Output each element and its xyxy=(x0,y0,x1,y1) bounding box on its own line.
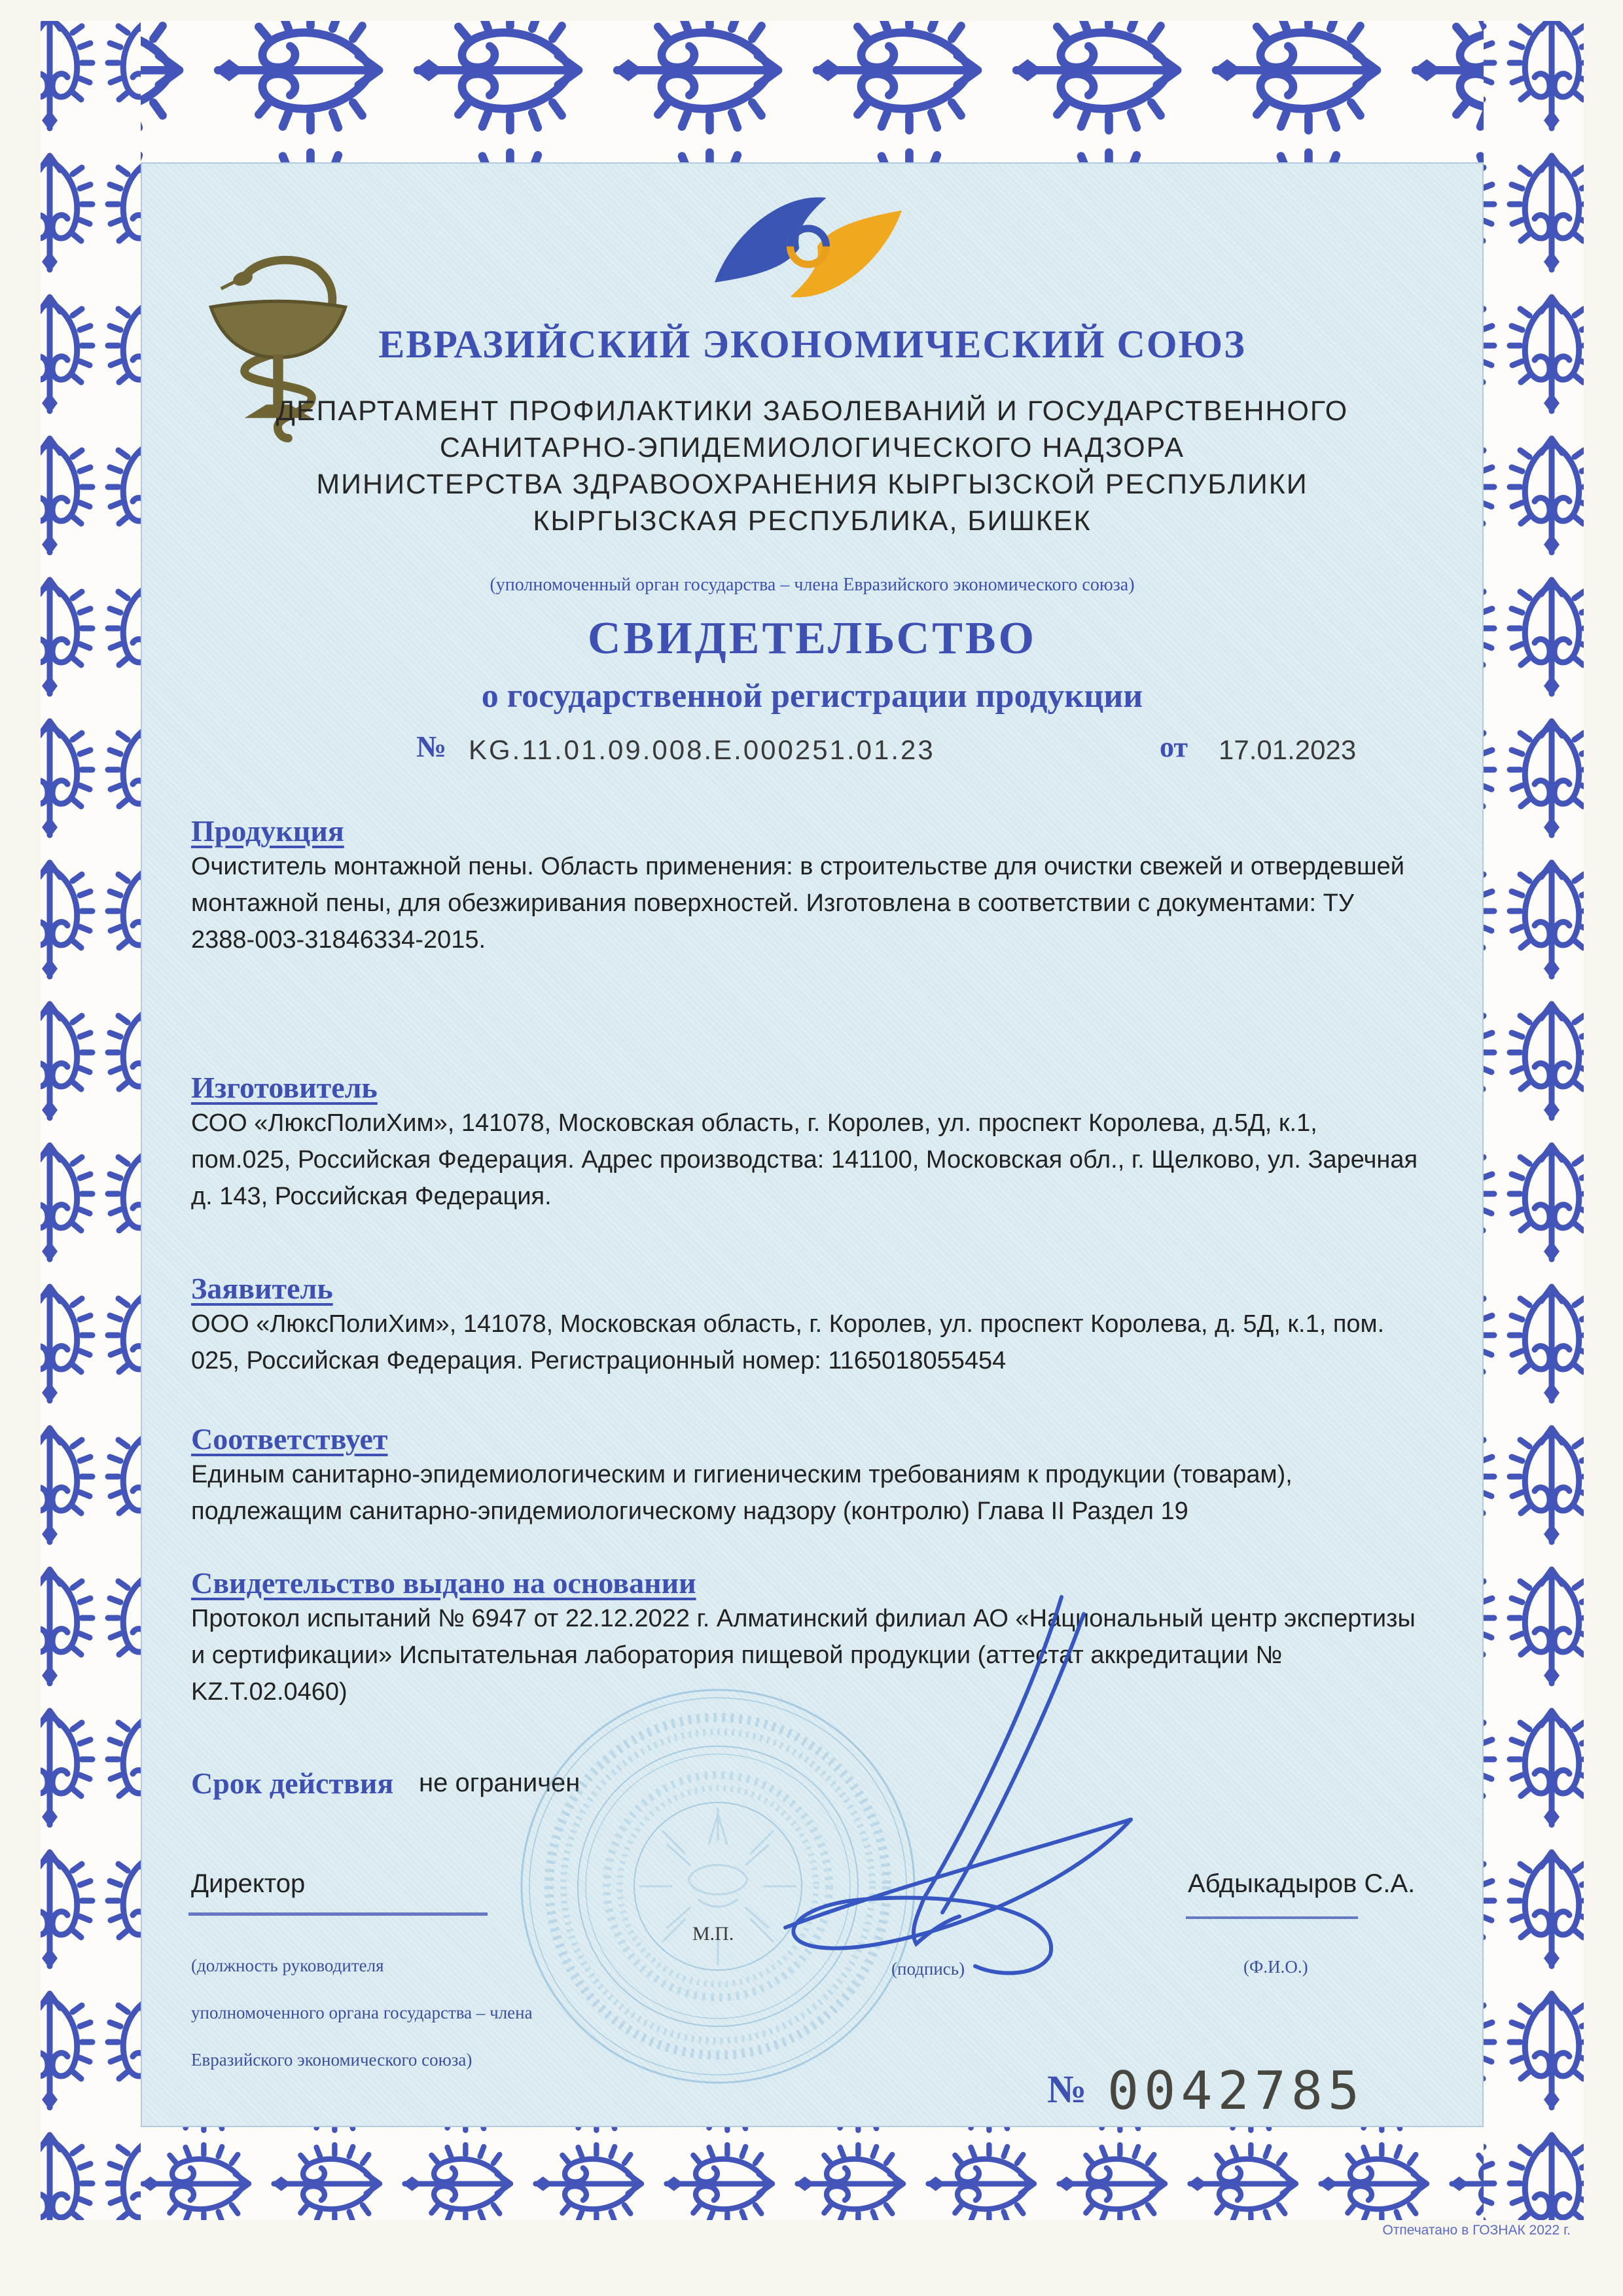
section-heading-applicant: Заявитель xyxy=(191,1272,333,1305)
handwritten-signature xyxy=(694,1590,1165,1983)
department-line: МИНИСТЕРСТВА ЗДРАВООХРАНЕНИЯ КЫРГЫЗСКОЙ РЕСПУБЛИКИ xyxy=(316,469,1308,500)
position-caption-line: уполномоченного органа государства – члена xyxy=(191,2003,533,2022)
name-caption: (Ф.И.О.) xyxy=(1243,1957,1308,1977)
section-body-manufacturer: СОО «ЛюксПолиХим», 141078, Московская область, г. Королев, ул. проспект Королева, д.5Д, к.1, пом.025, Российская Федерация. Адрес производства: 141100, Московская обл., г. Щелково, ул. Заречная д. 143, Российская Федерация. xyxy=(191,1109,1418,1210)
signer-name: Абдыкадыров С.А. xyxy=(1188,1869,1416,1898)
signature-caption: (подпись) xyxy=(891,1959,965,1979)
authorized-body-note: (уполномоченный орган государства – члена Евразийского экономического союза) xyxy=(490,575,1135,595)
section-body-complies: Единым санитарно-эпидемиологическим и гигиеническим требованиям к продукции (товарам), подлежащим санитарно-эпидемиологическому надзору (контролю) Глава II Раздел 19 xyxy=(191,1461,1293,1525)
section-body-basis: Протокол испытаний № 6947 от 22.12.2022 г. Алматинский филиал АО «Национальный центр экспертизы и сертификации» Испытательная лаборатория пищевой продукции (аттестат аккредитации № KZ.T.02.0460) xyxy=(191,1605,1416,1706)
position-caption-line: (должность руководителя xyxy=(191,1956,384,1975)
eaeu-swoosh-emblem-icon xyxy=(694,178,923,322)
number-sign: № xyxy=(416,730,447,763)
seal-place-mark: М.П. xyxy=(692,1923,734,1945)
department-line: КЫРГЫЗСКАЯ РЕСПУБЛИКА, БИШКЕК xyxy=(533,505,1092,537)
document-title: СВИДЕТЕЛЬСТВО xyxy=(587,613,1037,664)
validity-label: Срок действия xyxy=(191,1767,394,1800)
signer-position: Директор xyxy=(191,1869,306,1898)
validity-value: не ограничен xyxy=(419,1768,580,1797)
position-underline xyxy=(188,1912,488,1916)
position-caption-line: Евразийского экономического союза) xyxy=(191,2050,473,2070)
date-label: от xyxy=(1160,731,1188,763)
serial-number: 0042785 xyxy=(1107,2060,1365,2121)
section-heading-manufacturer: Изготовитель xyxy=(191,1071,378,1104)
department-line: САНИТАРНО-ЭПИДЕМИОЛОГИЧЕСКОГО НАДЗОРА xyxy=(439,432,1185,463)
section-body-product: Очиститель монтажной пены. Область применения: в строительстве для очистки свежей и отвердевшей монтажной пены, для обезжиривания поверхностей. Изготовлена в соответствии с документами: ТУ 2388-003-31846334-2015. xyxy=(191,853,1405,954)
printer-note: Отпечатано в ГОЗНАК 2022 г. xyxy=(1382,2223,1571,2238)
section-heading-basis: Свидетельство выдано на основании xyxy=(191,1566,696,1600)
certificate-date: 17.01.2023 xyxy=(1219,734,1357,765)
union-title: ЕВРАЗИЙСКИЙ ЭКОНОМИЧЕСКИЙ СОЮЗ xyxy=(378,323,1246,366)
serial-number-sign: № xyxy=(1047,2068,1087,2111)
certificate-number: KG.11.01.09.008.E.000251.01.23 xyxy=(469,734,935,765)
section-heading-product: Продукция xyxy=(191,814,344,848)
section-body-applicant: ООО «ЛюксПолиХим», 141078, Московская область, г. Королев, ул. проспект Королева, д. 5Д, к.1, пом. 025, Российская Федерация. Регистрационный номер: 1165018055454 xyxy=(191,1310,1385,1374)
document-subtitle: о государственной регистрации продукции xyxy=(481,677,1143,715)
section-heading-complies: Соответствует xyxy=(191,1422,388,1456)
department-block xyxy=(141,393,1484,539)
department-line: ДЕПАРТАМЕНТ ПРОФИЛАКТИКИ ЗАБОЛЕВАНИЙ И ГОСУДАРСТВЕННОГО xyxy=(276,395,1349,427)
name-underline xyxy=(1186,1916,1358,1919)
